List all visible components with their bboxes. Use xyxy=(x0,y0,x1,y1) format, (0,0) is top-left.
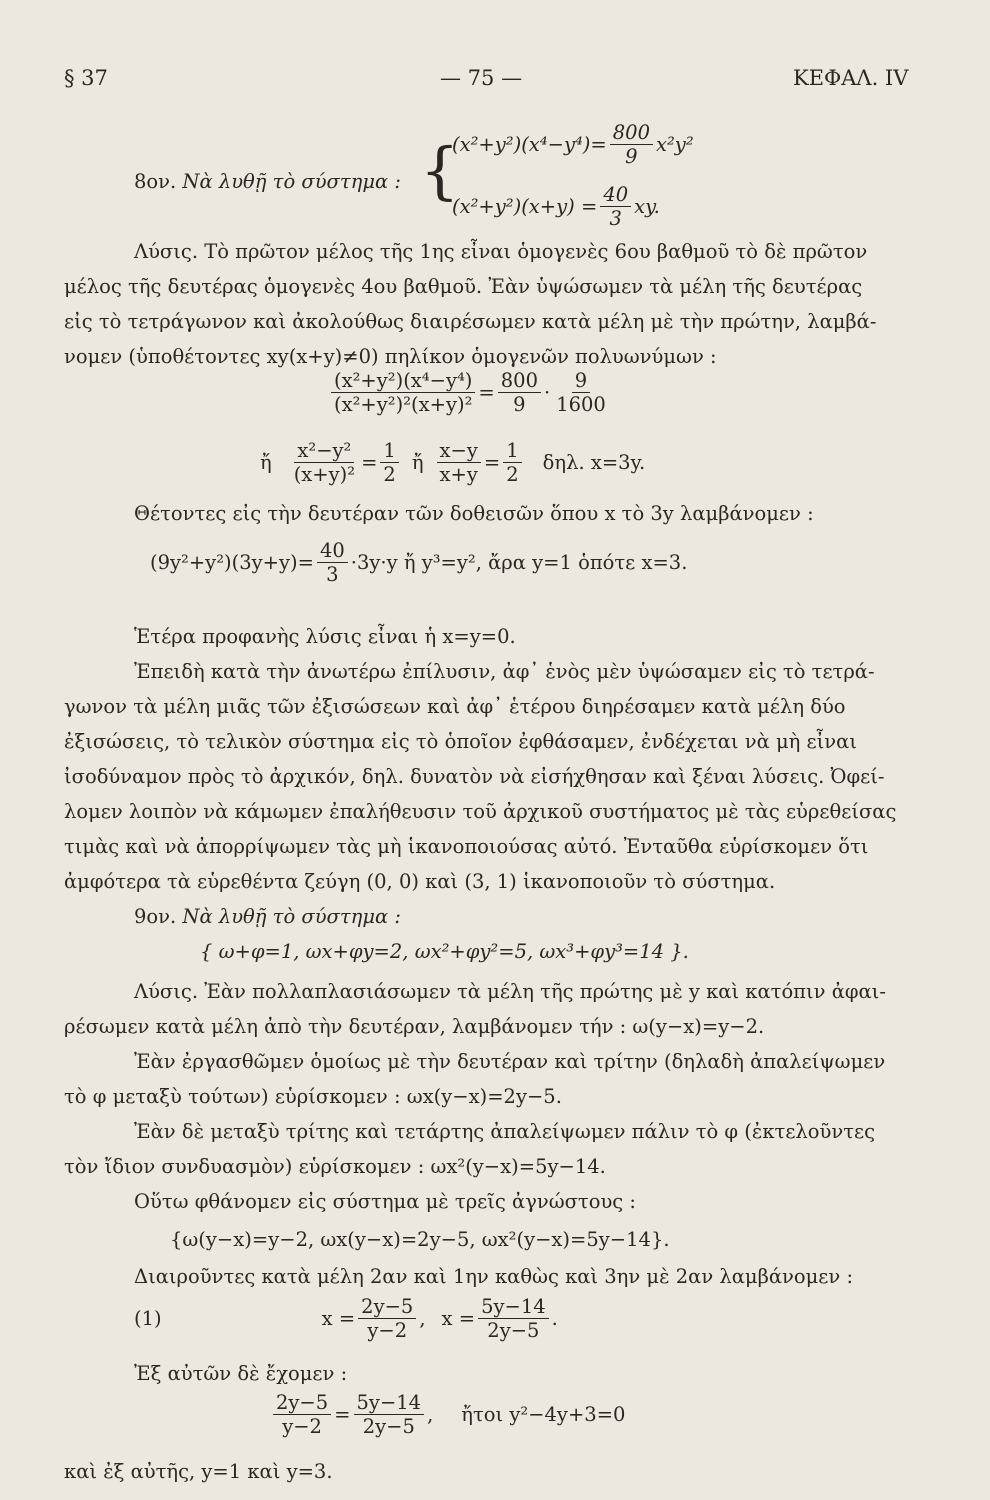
ratio-factor-1-num: 800 xyxy=(498,370,541,393)
eq1-left: (x²+y²)(x⁴−y⁴)= xyxy=(452,133,607,157)
problem9-prompt: Νὰ λυθῇ τὸ σύστημα : xyxy=(182,905,401,928)
ratio-factor-2-num: 9 xyxy=(572,370,590,393)
section-number: § 37 xyxy=(64,66,108,90)
ratio-denominator: (x²+y²)²(x+y)² xyxy=(334,393,473,417)
step2-denominator: x+y xyxy=(439,463,478,487)
ratio-factor-2-den: 1600 xyxy=(556,393,606,417)
verification-line-5: λομεν λοιπὸν νὰ κάμωμεν ἐπαλήθευσιν τοῦ ἀρχικοῦ συστήματος μὲ τὰς εὑρεθείσας xyxy=(64,800,897,823)
x-fraction-1 xyxy=(358,1296,416,1342)
from-these-line: Ἐξ αὐτῶν δὲ ἔχομεν : xyxy=(134,1362,348,1385)
step-result-den: 2 xyxy=(383,463,396,487)
final-solutions: καὶ ἐξ αὐτῆς, y=1 καὶ y=3. xyxy=(64,1460,333,1483)
x-equals-1: x = xyxy=(321,1307,356,1331)
step2-result-den: 2 xyxy=(506,463,519,487)
quadratic-derivation xyxy=(270,1392,625,1438)
subst-right: ·3y·y ἤ y³=y², ἄρα y=1 ὁπότε x=3. xyxy=(350,551,688,575)
step2-equals: = xyxy=(483,451,501,475)
subst-numerator: 40 xyxy=(317,540,348,563)
solution8-line-2: μέλος τῆς δευτέρας ὁμογενὲς 4ου βαθμοῦ. Ἐὰν ὑψώσωμεν τὰ μέλη τῆς δευτέρας xyxy=(64,275,863,298)
eq1-numerator: 800 xyxy=(610,122,653,145)
step-equals: = xyxy=(361,451,378,475)
simplification-step xyxy=(260,440,645,486)
three-unknowns-system: {ω(y−x)=y−2, ωx(y−x)=2y−5, ωx²(y−x)=5y−14}. xyxy=(170,1228,670,1251)
divide-line: Διαιροῦντες κατὰ μέλη 2αν καὶ 1ην καθὼς καὶ 3ην μὲ 2αν λαμβάνομεν : xyxy=(134,1265,854,1288)
ratio-equals: = xyxy=(478,381,495,405)
ratio-fraction xyxy=(331,370,475,416)
solution9-line-4: τὸ φ μεταξὺ τούτων) εὑρίσκομεν : ωx(y−x)=2y−5. xyxy=(64,1085,562,1108)
eq2-denominator: 3 xyxy=(609,207,622,231)
subst-fraction xyxy=(317,540,348,586)
verification-line-6: τιμὰς καὶ νὰ ἀπορρίψωμεν τὰς μὴ ἱκανοποιούσας αὐτό. Ἐνταῦθα εὑρίσκομεν ὅτι xyxy=(64,835,869,858)
step-fraction xyxy=(291,440,358,486)
subst-left: (9y²+y²)(3y+y)= xyxy=(150,551,314,575)
problem8-prompt: Νὰ λυθῇ τὸ σύστημα : xyxy=(182,170,401,193)
ratio-left-den: y−2 xyxy=(282,1415,322,1439)
ratio-dot: · xyxy=(543,381,551,405)
step-numerator: x²−y² xyxy=(294,440,354,463)
ratio-left-num: 2y−5 xyxy=(273,1392,331,1415)
solution9-line-2: ρέσωμεν κατὰ μέλη ἀπὸ τὴν δευτέραν, λαμβάνομεν τήν : ω(y−x)=y−2. xyxy=(64,1015,765,1038)
step-denominator: (x+y)² xyxy=(293,463,356,487)
ratio-right-num: 5y−14 xyxy=(354,1392,425,1415)
step-result-num: 1 xyxy=(380,440,398,463)
substitution-equation xyxy=(150,540,687,586)
period-1: . xyxy=(551,1307,558,1331)
solution9-line-1: Λύσις. Ἐὰν πολλαπλασιάσωμεν τὰ μέλη τῆς πρώτης μὲ y καὶ κατόπιν ἀφαι- xyxy=(134,980,886,1003)
problem8-equation-1 xyxy=(452,122,694,168)
ratio-numerator: (x²+y²)(x⁴−y⁴) xyxy=(331,370,475,393)
eq2-right: xy. xyxy=(634,195,660,219)
problem9-number: 9ον. xyxy=(134,905,177,928)
problem8-equation-2 xyxy=(452,184,660,230)
substitution-line: Θέτοντες εἰς τὴν δευτέραν τῶν δοθεισῶν ὅπου x τὸ 3y λαμβάνομεν : xyxy=(134,502,814,525)
ratio-equation xyxy=(328,370,612,416)
x-fraction-2-num: 5y−14 xyxy=(478,1296,549,1319)
step2-result-num: 1 xyxy=(503,440,521,463)
step2-result xyxy=(503,440,521,486)
solution9-line-5: Ἐὰν δὲ μεταξὺ τρίτης καὶ τετάρτης ἀπαλείψωμεν πάλιν τὸ φ (ἐκτελοῦντες xyxy=(134,1120,876,1143)
x-fraction-1-den: y−2 xyxy=(367,1319,408,1343)
equation-1-label: (1) xyxy=(134,1307,162,1331)
solution8-line-1: Λύσις. Τὸ πρῶτον μέλος τῆς 1ης εἶναι ὁμογενὲς 6ου βαθμοῦ τὸ δὲ πρῶτον xyxy=(134,240,868,263)
ratio-mid-equals: = xyxy=(334,1403,351,1427)
ratio-factor-2 xyxy=(553,370,609,416)
step-conclusion: δηλ. x=3y. xyxy=(542,451,646,475)
problem8-label xyxy=(134,170,401,193)
verification-line-2: γωνον τὰ μέλη μιᾶς τῶν ἐξισώσεων καὶ ἀφ᾽ ἑτέρου διηρέσαμεν κατὰ μέλη δύο xyxy=(64,695,846,718)
eq1-denominator: 9 xyxy=(625,145,638,169)
eq2-left: (x²+y²)(x+y) = xyxy=(452,195,598,219)
x-fraction-2 xyxy=(478,1296,549,1342)
solution9-line-7: Οὕτω φθάνομεν εἰς σύστημα μὲ τρεῖς ἀγνώστους : xyxy=(134,1190,636,1213)
eq1-right: x²y² xyxy=(655,133,694,157)
solution8-line-4: νομεν (ὑποθέτοντες xy(x+y)≠0) πηλίκον ὁμογενῶν πολυωνύμων : xyxy=(64,345,717,368)
x-fraction-1-num: 2y−5 xyxy=(358,1296,416,1319)
ratio-right xyxy=(354,1392,425,1438)
subst-denominator: 3 xyxy=(326,563,339,587)
verification-line-7: ἀμφότερα τὰ εὑρεθέντα ζεύγη (0, 0) καὶ (3, 1) ἱκανοποιοῦν τὸ σύστημα. xyxy=(64,870,776,893)
verification-line-3: ἐξισώσεις, τὸ τελικὸν σύστημα εἰς τὸ ὁποῖον ἐφθάσαμεν, ἐνδέχεται νὰ μὴ εἶναι xyxy=(64,730,857,753)
page-number: — 75 — xyxy=(440,66,523,90)
x-equals-2: x = xyxy=(441,1307,476,1331)
solution9-line-3: Ἐὰν ἐργασθῶμεν ὁμοίως μὲ τὴν δευτέραν καὶ τρίτην (δηλαδὴ ἀπαλείψωμεν xyxy=(134,1050,886,1073)
verification-line-4: ἰσοδύναμον πρὸς τὸ ἀρχικόν, δηλ. δυνατὸν νὰ εἰσήχθησαν καὶ ξέναι λύσεις. Ὀφεί- xyxy=(64,765,885,788)
ratio-factor-1 xyxy=(498,370,541,416)
problem9-label xyxy=(134,905,401,928)
eq2-numerator: 40 xyxy=(600,184,631,207)
verification-line-1: Ἐπειδὴ κατὰ τὴν ἀνωτέρω ἐπίλυσιν, ἀφ᾽ ἑνὸς μὲν ὑψώσαμεν εἰς τὸ τετρά- xyxy=(134,660,875,683)
or-word-2: ἤ xyxy=(411,451,424,475)
ratio-left xyxy=(273,1392,331,1438)
comma-1: , xyxy=(419,1307,426,1331)
problem8-number: 8ον. xyxy=(134,170,177,193)
eq1-fraction xyxy=(610,122,653,168)
trivial-solution: Ἑτέρα προφανὴς λύσις εἶναι ἡ x=y=0. xyxy=(134,625,516,648)
chapter-label: ΚΕΦΑΛ. IV xyxy=(793,66,909,90)
solution9-line-6: τὸν ἴδιον συνδυασμὸν) εὑρίσκομεν : ωx²(y−x)=5y−14. xyxy=(64,1155,606,1178)
x-fraction-2-den: 2y−5 xyxy=(487,1319,540,1343)
quadratic-equation: ἤτοι y²−4y+3=0 xyxy=(461,1403,626,1427)
step2-numerator: x−y xyxy=(437,440,481,463)
solution8-line-3: εἰς τὸ τετράγωνον καὶ ἀκολούθως διαιρέσωμεν κατὰ μέλη μὲ τὴν πρώτην, λαμβά- xyxy=(64,310,877,333)
comma-2: , xyxy=(427,1403,434,1427)
equation-1-row xyxy=(134,1296,558,1342)
ratio-right-den: 2y−5 xyxy=(362,1415,415,1439)
or-word-1: ἤ xyxy=(260,451,272,475)
ratio-factor-1-den: 9 xyxy=(513,393,526,417)
eq2-fraction xyxy=(600,184,631,230)
system-brace: { xyxy=(420,134,460,207)
step-result xyxy=(380,440,398,486)
step2-fraction xyxy=(437,440,481,486)
problem9-system: { ω+φ=1, ωx+φy=2, ωx²+φy²=5, ωx³+φy³=14 }. xyxy=(200,940,689,963)
